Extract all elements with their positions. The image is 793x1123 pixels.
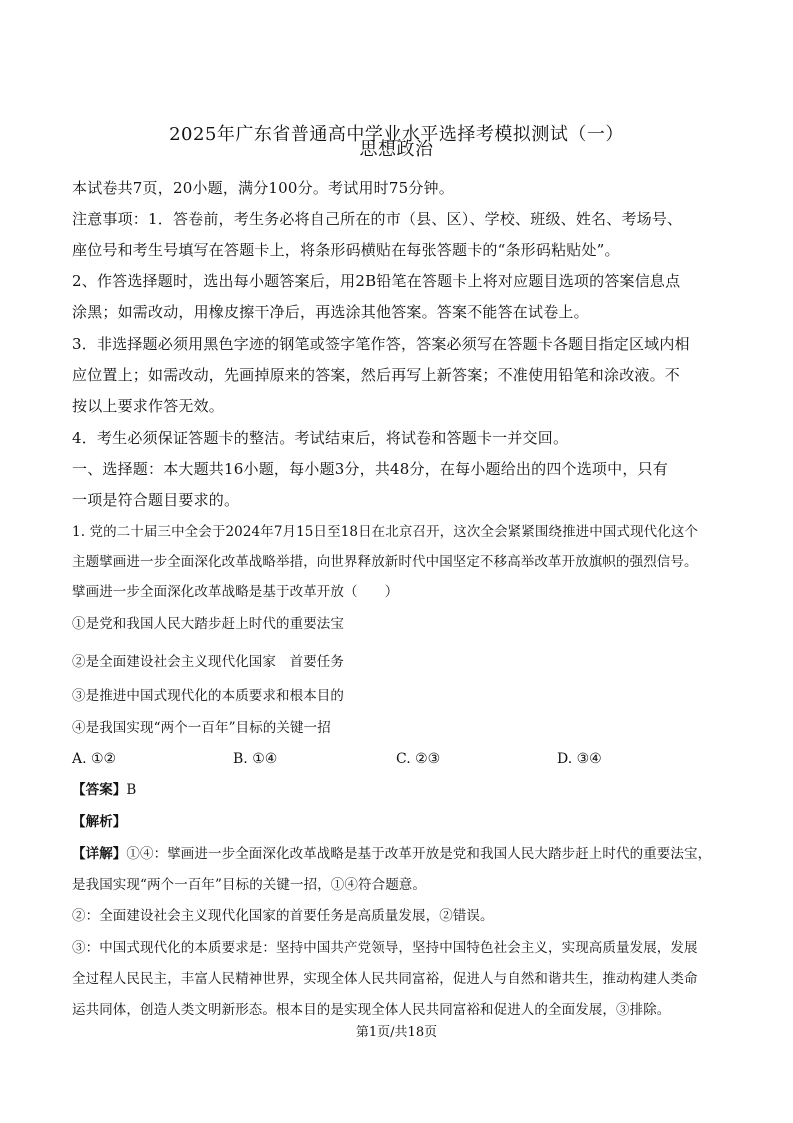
statement-2: ②是全面建设社会主义现代化国家 首要任务 [72,654,344,670]
option-d: D. ③④ [557,751,602,767]
detail-line-4: ③：中国式现代化的本质要求是：坚持中国共产党领导，坚持中国特色社会主义，实现高质量发展，发展 [72,940,698,956]
option-a: A. ①② [72,751,117,767]
detail-line-5: 全过程人民民主，丰富人民精神世界，实现全体人民共同富裕，促进人与自然和谐共生，推动构建人类命 [72,971,698,987]
detail-line-1 [72,844,711,864]
detail-line-6: 运共同体，创造人类文明新形态。根本目的是实现全体人民共同富裕和促进人的全面发展，③排除。 [72,1002,671,1018]
analysis-tag: 【解析】 [72,814,127,830]
statement-1: ①是党和我国人民大踏步赶上时代的重要法宝 [72,616,344,632]
instruction-line-6: 3．非选择题必须用黑色字迹的钢笔或签字笔作答，答案必须写在答题卡各题目指定区域内相 [72,335,690,353]
instruction-line-3: 座位号和考生号填写在答题卡上，将条形码横贴在每张答题卡的“条形码粘贴处”。 [72,241,620,259]
statement-4: ④是我国实现“两个一百年”目标的关键一招 [72,720,331,736]
detail-text-1: ①④：擘画进一步全面深化改革战略是基于改革开放是党和我国人民大踏步赶上时代的重要法宝， [126,846,712,862]
instruction-line-8: 按以上要求作答无效。 [72,397,225,415]
instruction-line-9: 4．考生必须保证答题卡的整洁。考试结束后，将试卷和答题卡一并交回。 [72,429,569,447]
exam-subject: 思想政治 [359,139,434,160]
answer-tag: 【答案】 [72,782,127,798]
instruction-line-4: 2、作答选择题时，选出每小题答案后，用2B铅笔在答题卡上将对应题目选项的答案信息点 [72,272,681,290]
instruction-line-1: 本试卷共7页，20小题，满分100分。考试用时75分钟。 [72,179,454,197]
answer-line [72,780,136,800]
detail-tag: 【详解】 [72,846,127,862]
instruction-line-2: 注意事项：1．答卷前，考生务必将自己所在的市（县、区）、学校、班级、姓名、考场号、 [72,210,683,228]
section-heading-line-2: 一项是符合题目要求的。 [72,491,240,509]
statement-3: ③是推进中国式现代化的本质要求和根本目的 [72,688,344,704]
answer-value: B [126,782,137,798]
detail-line-2: 是我国实现“两个一百年”目标的关键一招，①④符合题意。 [72,877,427,893]
option-b: B. ①④ [233,751,278,767]
question-stem-line-1: 1. 党的二十届三中全会于2024年7月15日至18日在北京召开，这次全会紧紧围绕推进中国式现代化这个 [72,524,699,540]
question-stem-line-2: 主题擘画进一步全面深化改革战略举措，向世界释放新时代中国坚定不移高举改革开放旗帜的强烈信号。 [72,554,698,570]
instruction-line-7: 应位置上；如需改动，先画掉原来的答案，然后再写上新答案；不准使用铅笔和涂改液。不 [72,366,681,384]
option-c: C. ②③ [396,751,441,767]
detail-line-3: ②：全面建设社会主义现代化国家的首要任务是高质量发展，②错误。 [72,908,494,924]
page-number: 第1页/共18页 [355,1025,438,1040]
section-heading-line-1: 一、选择题：本大题共16小题，每小题3分，共48分，在每小题给出的四个选项中，只有 [72,460,668,478]
instruction-line-5: 涂黑；如需改动，用橡皮擦干净后，再选涂其他答案。答案不能答在试卷上。 [72,303,589,321]
question-stem-line-3: 擘画进一步全面深化改革战略是基于改革开放（ ） [72,584,399,600]
exam-title: 2025年广东省普通高中学业水平选择考模拟测试（一） [169,124,624,145]
